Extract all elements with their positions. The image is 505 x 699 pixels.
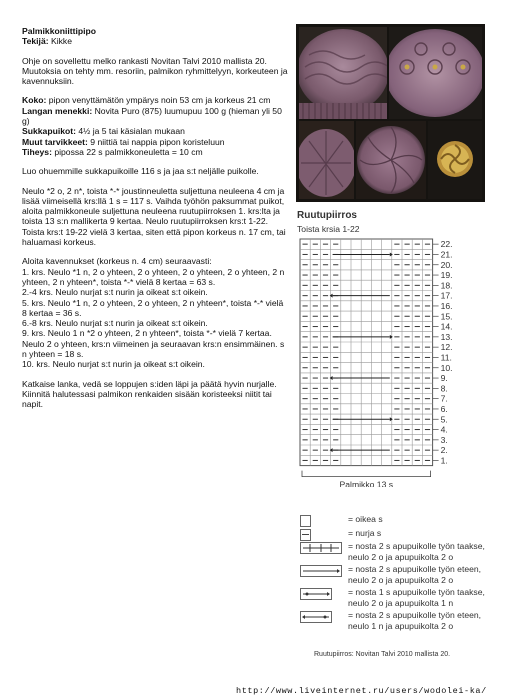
chart-subtitle: Toista krsia 1-22 [297,224,360,234]
row-label: 13. [440,331,453,342]
row-label: 22. [440,239,453,250]
legend-text: neulo 1 n ja apupuikolta 2 o [348,621,454,631]
repeat-bracket [302,471,431,477]
knit-stitch-icon [300,515,311,527]
row-label: 18. [440,280,453,291]
knitting-chart [298,237,478,487]
heading-block [22,26,290,47]
decrease-line: 1. krs. Neulo *1 n, 2 o yhteen, 2 o yhteen, 2 o yhteen, 2 o yhteen, 2 n yhteen, 2 n yhteen*, toista *-* vielä 8 kertaa = 63 s. [22,266,285,287]
button-photo [428,121,482,199]
cast-on-paragraph: Luo ohuemmille sukkapuikoille 116 s ja jaa s:t neljälle puikolle. [22,166,259,177]
spec-value-size: pipon venyttämätön ympärys noin 53 cm ja korkeus 21 cm [48,95,271,106]
legend-text: = oikea s [348,514,383,524]
row-label: 15. [440,311,453,322]
spec-label-needles: Sukkapuikot: [22,126,76,137]
row-label: 7. [440,393,448,404]
specs-block [22,95,290,157]
watermark-url: http://www.liveinternet.ru/users/wodolei-ka/ [236,686,487,696]
row-label: 10. [440,362,453,373]
row-label: 17. [440,290,453,301]
chart-bottom-label: Palmikko 13 s [339,479,394,487]
row-label: 2. [440,445,448,456]
knitting-chart-grid [298,237,478,487]
row-label: 5. [440,414,448,425]
cable-purl-front-icon [300,611,332,623]
legend-text: neulo 2 o ja apupuikolta 2 o [348,575,454,585]
row-label: 12. [440,342,453,353]
legend-text: neulo 2 o ja apupuikolta 2 o [348,552,454,562]
row-label: 21. [440,249,453,260]
spec-value-notions: 9 niittiä tai nappia pipon koristeluun [90,136,225,147]
finishing-paragraph: Katkaise lanka, vedä se loppujen s:iden läpi ja päätä hyvin nurjalle. Kiinnitä halutessasi palmikon renkaiden sisään koristeeksi niitit tai napit. [22,378,277,410]
cable-back-icon [300,542,342,554]
row-label: 19. [440,270,453,281]
row-label: 14. [440,321,453,332]
decrease-line: 6.-8 krs. Neulo nurjat s:t nurin ja oikeat s:t oikein. [22,318,208,329]
legend-text: = nurja s [348,528,382,538]
hat-photo-collage [296,24,485,202]
author-name: Kikke [50,36,72,47]
row-label: 1. [440,455,448,466]
legend-text: = nosta 2 s apupuikolle työn eteen, [348,564,482,574]
row-label: 3. [440,434,448,445]
spec-value-gauge: pipossa 22 s palmikkoneuletta = 10 cm [54,146,203,157]
hat-photo-front [389,27,482,119]
row-label: 6. [440,403,448,414]
hat-photo-bottom-left [299,121,354,199]
row-label: 9. [440,373,448,384]
row-label: 20. [440,259,453,270]
intro-paragraph: Ohje on sovellettu melko rankasti Novitan Talvi 2010 mallista 20. Muutoksia on tehty mm. resoriin, palmikon ryhmittelyyn, korkeuteen ja kavennuksiin. [22,55,288,87]
row-label: 11. [440,352,452,363]
spec-value-yarn: Novita Puro (875) luumupuu 100 g (hieman yli 50 g) [22,105,282,127]
decrease-line: 10. krs. Neulo nurjat s:t nurin ja oikeat s:t oikein. [22,359,205,370]
spec-value-needles: 4½ ja 5 tai käsialan mukaan [78,126,185,137]
body-paragraph: Neulo *2 o, 2 n*, toista *-* joustinneuletta suljettuna neuleena 4 cm ja lisää viimeisellä krs:llä 1 s = 117 s. Vaihda työhön paksummat puikot, aloita palmikkoneule suljettuna neuleena ruutupiirroksen 1. krs:lta ja toista 13 s:n mallikerta 9 kertaa. Neulo ruutupiirroksen krs:t 1-22. Toista krs:t 19-22 vielä 3 kertaa, siten että pipon korkeus n. 17 cm, tai haluamasi korkeus. [22,185,286,248]
legend-text: = nosta 1 s apupuikolle työn taakse, [348,587,485,597]
decrease-block [22,256,290,369]
hat-photo-crown [356,121,426,199]
purl-stitch-icon [300,529,311,541]
decrease-line: 2.-4 krs. Neulo nurjat s:t nurin ja oikeat s:t oikein. [22,287,208,298]
page-title: Palmikkoniittipipo [22,26,97,36]
chart-credit: Ruutupiirros: Novitan Talvi 2010 mallista 20. [314,651,451,658]
row-label: 16. [440,300,453,311]
legend-text: neulo 2 o ja apupuikolta 1 n [348,598,454,608]
row-label: 8. [440,383,448,394]
instructions-column [22,26,290,419]
legend-text: = nosta 2 s apupuikolle työn taakse, [348,541,485,551]
decrease-line: Aloita kavennukset (korkeus n. 4 cm) seuraavasti: [22,256,212,267]
hat-photo-side [299,27,387,119]
cable-front-icon [300,565,342,577]
spec-label-notions: Muut tarvikkeet: [22,136,88,147]
decrease-line: 9. krs. Neulo 1 n *2 o yhteen, 2 n yhteen*, toista *-* vielä 7 kertaa. Neulo 2 o yhteen, krs:n viimeinen ja seuraavan krs:n ensimmäinen. s n yhteen = 18 s. [22,328,285,360]
decrease-line: 5. krs. Neulo *1 n, 2 o yhteen, 2 o yhteen, 2 n yhteen*, toista *-* vielä 8 kertaa = 36 s. [22,297,284,318]
spec-label-size: Koko: [22,95,47,106]
author-label: Tekijä: [22,36,49,47]
spec-label-gauge: Tiheys: [22,146,52,157]
legend-text: = nosta 2 s apupuikolle työn eteen, [348,610,482,620]
chart-title: Ruutupiirros [297,210,357,221]
cable-purl-back-icon [300,588,332,600]
row-label: 4. [440,424,448,435]
spec-label-yarn: Langan menekki: [22,105,93,116]
